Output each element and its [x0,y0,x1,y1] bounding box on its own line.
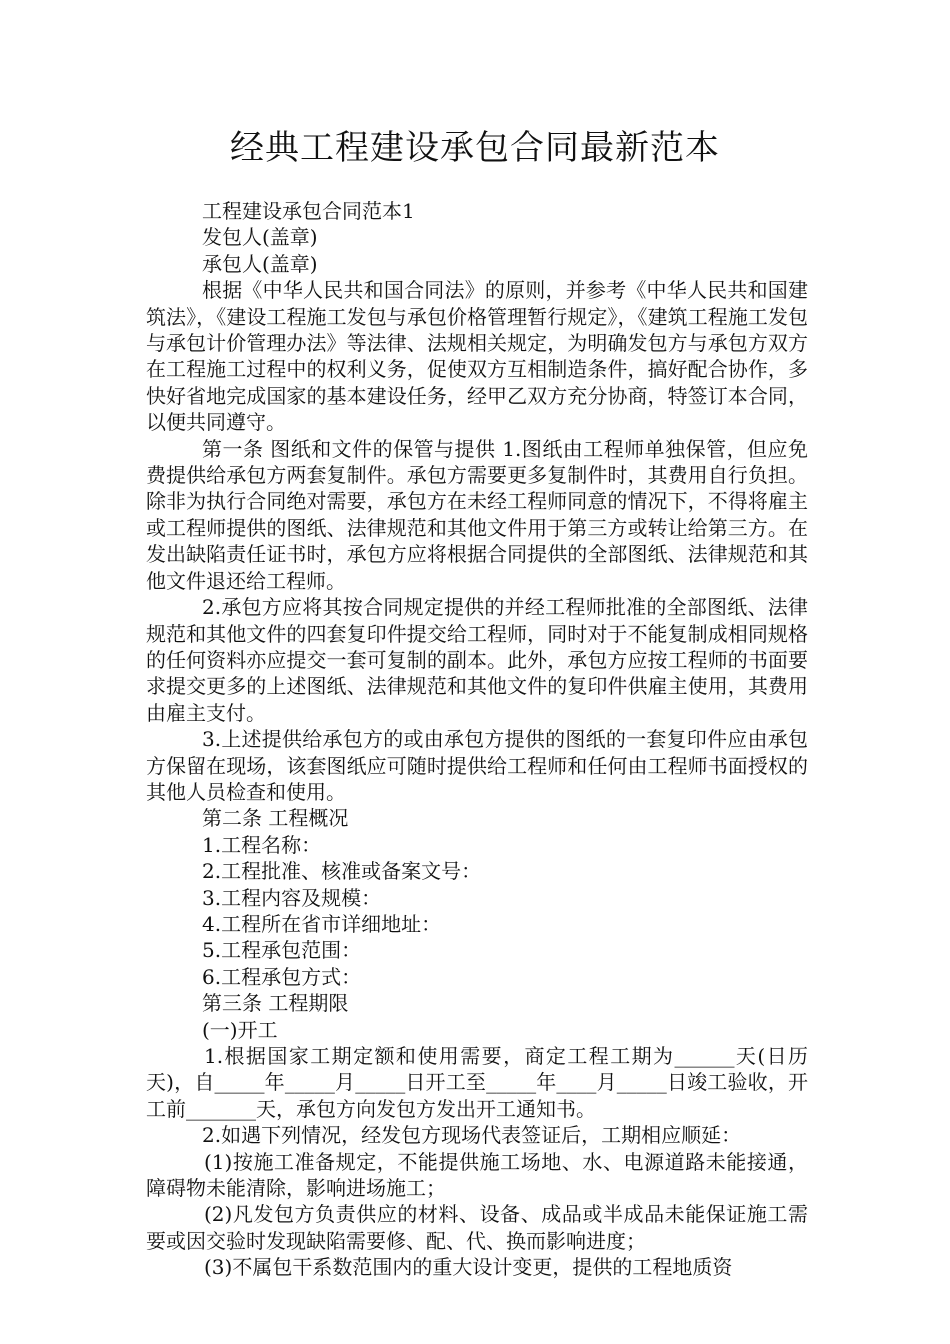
article-3-heading: 第三条 工程期限 [202,991,349,1016]
employer-signature-line: 发包人(盖章) [202,225,318,250]
commencement-heading: (一)开工 [202,1017,278,1042]
contract-range-item: 5.工程承包范围： [202,938,362,963]
preamble-paragraph: 根据《中华人民共和国合同法》的原则，并参考《中华人民共和国建筑法》，《建设工程施工发包与承包价格管理暂行规定》，《建筑工程施工发包与承包计价管理办法》等法律、法规相关规定，为明确发包方与承包方双方在工程施工过程中的权利义务，促使双方互相制造条件，搞好配合协作，多快好省地完成国家的基本建设任务，经甲乙双方充分协商，特签订本合同，以便共同遵守。 [146,278,808,435]
extension-case-1: (1)按施工准备规定，不能提供施工场地、水、电源道路未能接通，障碍物未能清除，影响进场施工； [146,1149,808,1201]
extension-case-3: (3)不属包干系数范围内的重大设计变更，提供的工程地质资 [204,1255,733,1280]
article-1-paragraph: 第一条 图纸和文件的保管与提供 1.图纸由工程师单独保管，但应免费提供给承包方两套复制件。承包方需要更多复制件时，其费用自行负担。除非为执行合同绝对需要，承包方在未经工程师同意的情况下，不得将雇主或工程师提供的图纸、法律规范和其他文件用于第三方或转让给第三方。在发出缺陷责任证书时，承包方应将根据合同提供的全部图纸、法律规范和其他文件退还给工程师。 [146,436,808,593]
schedule-clause-1: 1.根据国家工期定额和使用需要，商定工程工期为______天(日历天)，自_____年_____月_____日开工至_____年____月_____日竣工验收，开工前_______天，承包方向发包方发出开工通知书。 [146,1044,808,1121]
article-1-clause-3: 3.上述提供给承包方的或由承包方提供的图纸的一套复印件应由承包方保留在现场，该套图纸应可随时提供给工程师和任何由工程师书面授权的其他人员检查和使用。 [146,727,808,804]
approval-number-item: 2.工程批准、核准或备案文号： [202,859,482,884]
article-1-clause-2: 2.承包方应将其按合同规定提供的并经工程师批准的全部图纸、法律规范和其他文件的四套复印件提交给工程师，同时对于不能复制成相同规格的任何资料亦应提交一套可复制的副本。此外，承包方应按工程师的书面要求提交更多的上述图纸、法律规范和其他文件的复印件供雇主使用，其费用由雇主支付。 [146,595,808,725]
schedule-clause-2: 2.如遇下列情况，经发包方现场代表签证后，工期相应顺延： [202,1123,742,1148]
project-scope-item: 3.工程内容及规模： [202,885,382,910]
contractor-signature-line: 承包人(盖章) [202,251,318,276]
article-2-heading: 第二条 工程概况 [202,806,349,831]
project-name-item: 1.工程名称： [202,832,322,857]
extension-case-2: (2)凡发包方负责供应的材料、设备、成品或半成品未能保证施工需要或因交验时发现缺陷需要修、配、代、换而影响进度； [146,1202,808,1253]
contract-subtitle: 工程建设承包合同范本1 [202,199,415,223]
document-title: 经典工程建设承包合同最新范本 [230,128,720,168]
document-body [146,198,808,1281]
contract-method-item: 6.工程承包方式： [202,964,362,989]
project-address-item: 4.工程所在省市详细地址： [202,911,442,936]
